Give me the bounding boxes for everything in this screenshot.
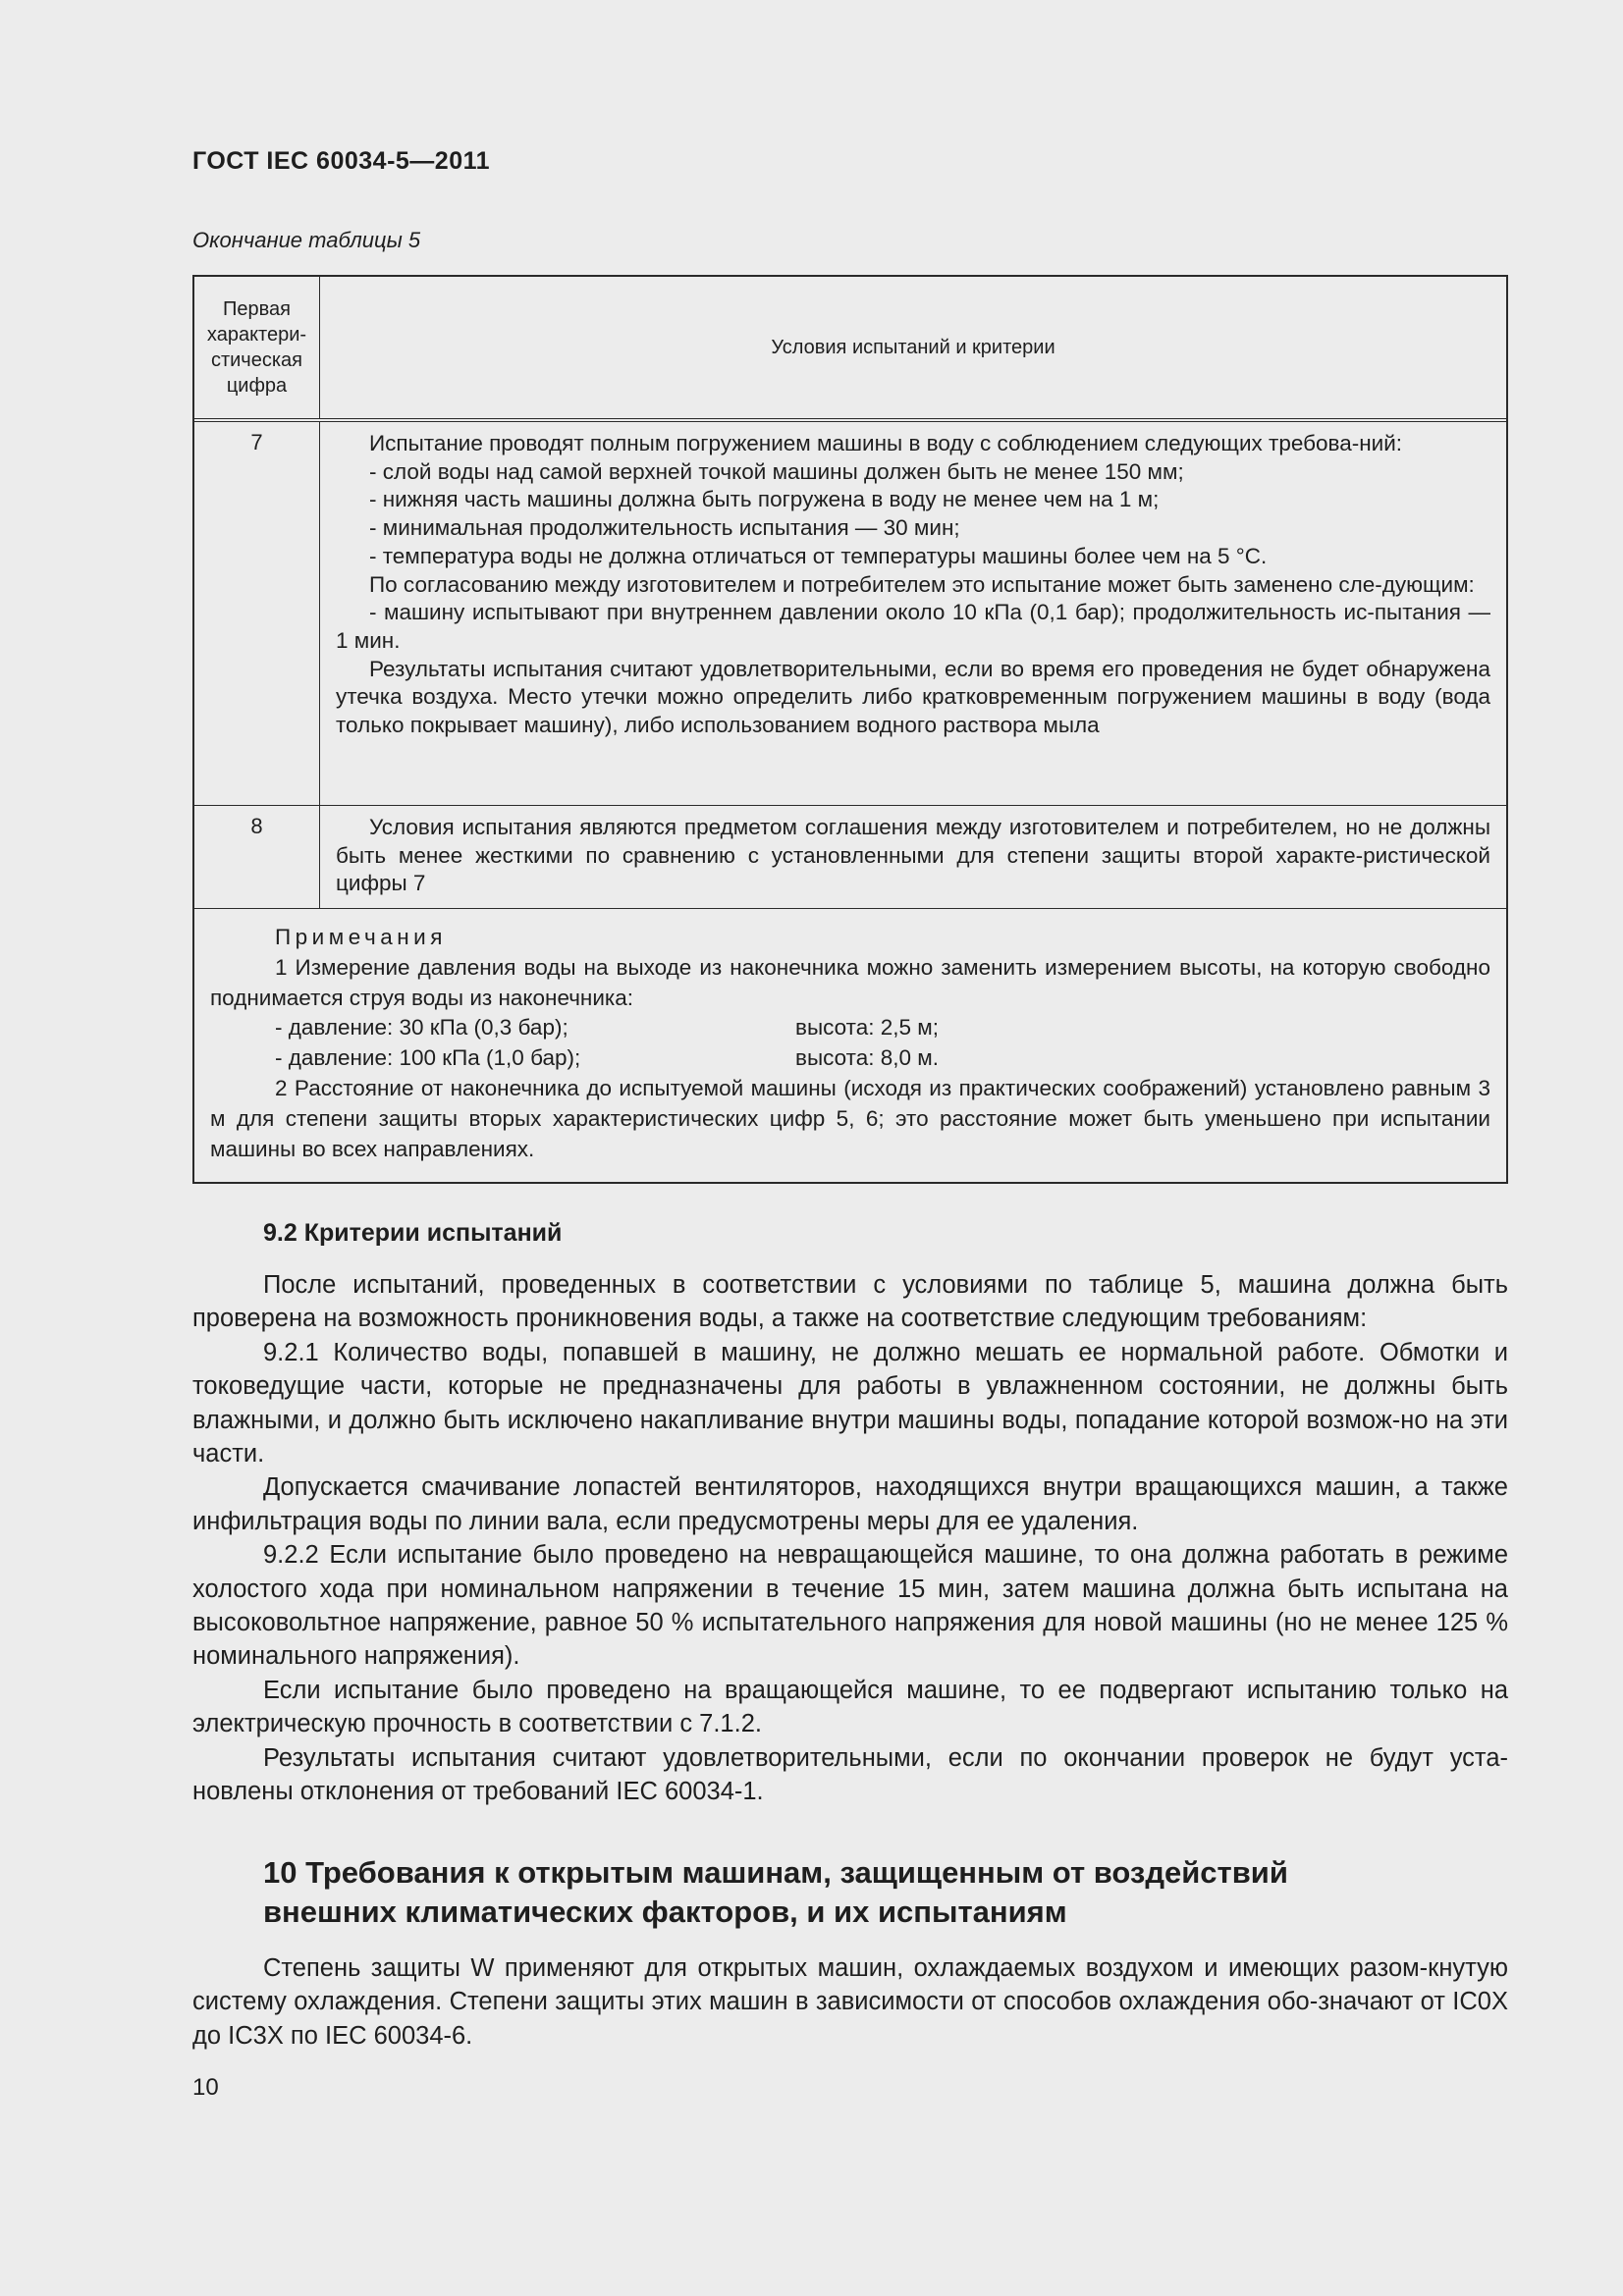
paragraph: Результаты испытания считают удовлетворительными, если по окончании проверок не будут уста-новлены отклонения от требований IEC 60034-1. (192, 1743, 1508, 1806)
document-header: ГОСТ IEC 60034-5—2011 (192, 147, 491, 175)
note-pair: - давление: 30 кПа (0,3 бар); высота: 2,5 м; (275, 1015, 939, 1041)
table-notes (194, 909, 1506, 1182)
page-number: 10 (192, 2074, 219, 2101)
section-10-body (192, 1951, 1508, 2053)
row-conditions: Испытание проводят полным погружением машины в воду с соблюдением следующих требова-ний: - слой воды над самой верхней точкой машины должен быть не менее 150 мм; - нижняя часть машины должна быть погружена в воду не менее чем на 1 м; - минимальная продолжительность испытания — 30 мин; - температура воды не должна отличаться от температуры машины более чем на 5 °С. По согласованию между изготовителем и потребителем это испытание может быть заменено сле-дующим: - машину испытывают при внутреннем давлении около 10 кПа (0,1 бар); продолжительность ис-пытания — 1 мин. Результаты испытания считают удовлетворительными, если во время его проведения не будет обнаружена утечка воздуха. Место утечки можно определить либо кратковременным погружением машины в воду (вода только покрывает машину), либо использованием водного раствора мыла (336, 431, 1490, 738)
note-2: 2 Расстояние от наконечника до испытуемой машины (исходя из практических соображений) установлено равным 3 м для степени защиты вторых характеристических цифр 5, 6; это расстояние может быть уменьшено при испытании машины во всех направлениях. (210, 1075, 1490, 1161)
col-header-conditions: Условия испытаний и критерии (771, 336, 1055, 358)
paragraph: Допускается смачивание лопастей вентиляторов, находящихся внутри вращающихся машин, а также инфильтрация воды по линии вала, если предусмотрены меры для ее удаления. (192, 1473, 1508, 1535)
section-10-heading: 10 Требования к открытым машинам, защищенным от воздействий внешних климатических факторов, и их испытаниям (263, 1855, 1288, 1929)
row-digit: 8 (194, 806, 320, 908)
table-row (194, 422, 1506, 806)
note-1: 1 Измерение давления воды на выходе из наконечника можно заменить измерением высоты, на которую свободно поднимается струя воды из наконечника: (210, 954, 1490, 1010)
section-9-2-body (192, 1268, 1508, 1809)
table-5 (192, 275, 1508, 1184)
paragraph: После испытаний, проведенных в соответствии с условиями по таблице 5, машина должна быть проверена на возможность проникновения воды, а также на соответствие следующим требованиям: (192, 1271, 1508, 1333)
row-conditions: Условия испытания являются предметом соглашения между изготовителем и потребителем, но не должны быть менее жесткими по сравнению с установленными для степени защиты второй характе-ристической цифры 7 (336, 815, 1490, 896)
table-row (194, 806, 1506, 909)
row-digit: 7 (194, 422, 320, 805)
table-header-row (194, 277, 1506, 422)
note-pair: - давление: 100 кПа (1,0 бар); высота: 8,0 м. (275, 1045, 939, 1071)
notes-title: Примечания (275, 925, 447, 949)
paragraph: 9.2.1 Количество воды, попавшей в машину, не должно мешать ее нормальной работе. Обмотки и токоведущие части, которые не предназначены для работы в увлажненном состоянии, не должны быть влажными, и должно быть исключено накапливание внутри машины воды, попадание которой возмож-но на эти части. (192, 1338, 1508, 1468)
paragraph: 9.2.2 Если испытание было проведено на невращающейся машине, то она должна работать в режиме холостого хода при номинальном напряжении в течение 15 мин, затем машина должна быть испытана на высоковольтное напряжение, равное 50 % испытательного напряжения для новой машины (но не менее 125 % номинального напряжения). (192, 1541, 1508, 1671)
paragraph: Если испытание было проведено на вращающейся машине, то ее подвергают испытанию только на электрическую прочность в соответствии с 7.1.2. (192, 1676, 1508, 1738)
table-caption: Окончание таблицы 5 (192, 228, 421, 252)
paragraph: Степень защиты W применяют для открытых машин, охлаждаемых воздухом и имеющих разом-кнутую систему охлаждения. Степени защиты этих машин в зависимости от способов охлаждения обо-значают от IC0X до IC3X по IEC 60034-6. (192, 1954, 1508, 2050)
col-header-digit: Первая характери- стическая цифра (194, 277, 320, 418)
section-9-2-heading: 9.2 Критерии испытаний (263, 1219, 563, 1247)
